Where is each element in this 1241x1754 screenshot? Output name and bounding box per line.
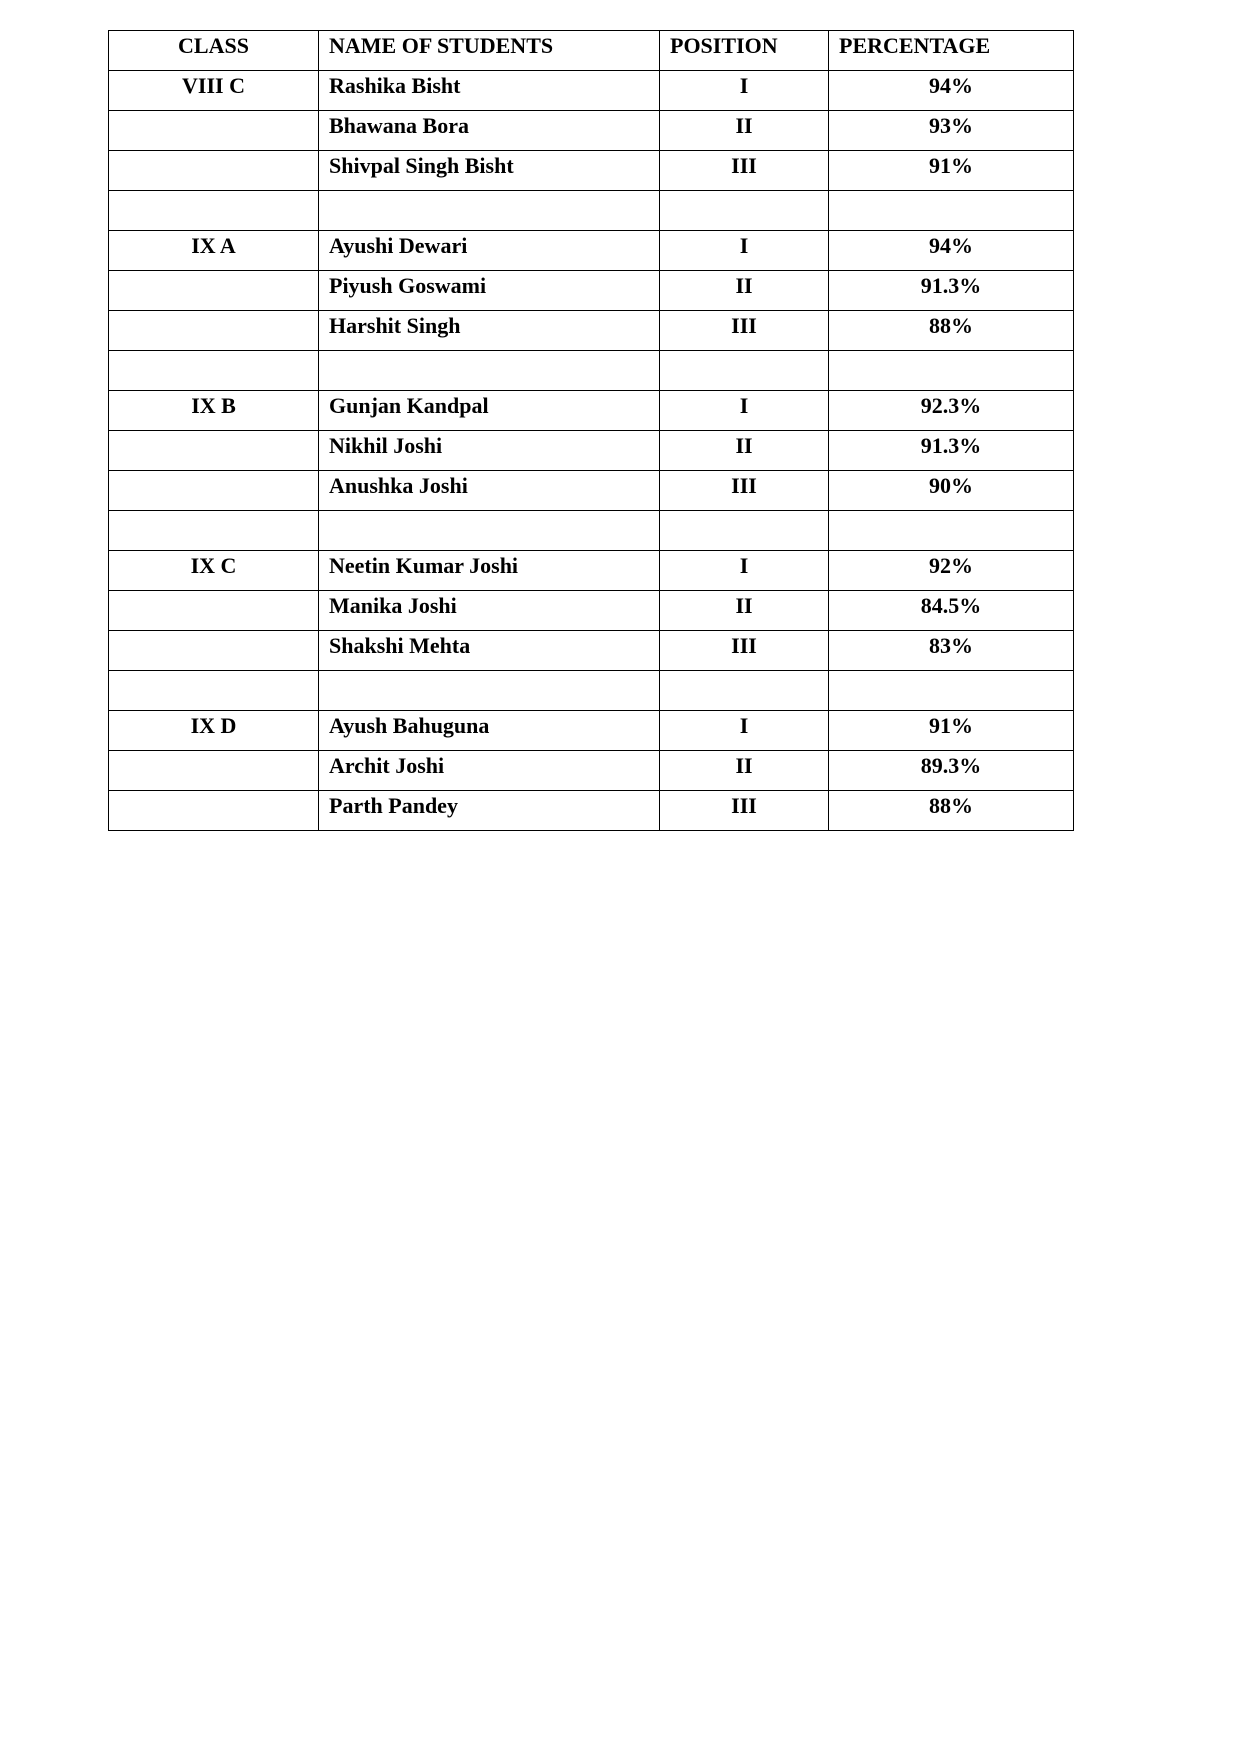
cell-class — [109, 791, 319, 831]
cell-percentage: 92.3% — [829, 391, 1074, 431]
cell-percentage: 94% — [829, 71, 1074, 111]
cell-class — [109, 431, 319, 471]
cell-position: I — [660, 71, 829, 111]
cell-student-name: Ayushi Dewari — [319, 231, 660, 271]
cell-class — [109, 351, 319, 391]
cell-percentage — [829, 671, 1074, 711]
cell-percentage — [829, 351, 1074, 391]
cell-class — [109, 271, 319, 311]
table-row — [109, 551, 1074, 591]
cell-class — [109, 111, 319, 151]
cell-position: II — [660, 431, 829, 471]
cell-student-name: Neetin Kumar Joshi — [319, 551, 660, 591]
cell-student-name: Harshit Singh — [319, 311, 660, 351]
cell-percentage: 90% — [829, 471, 1074, 511]
cell-class — [109, 471, 319, 511]
header-percentage: PERCENTAGE — [829, 31, 1074, 71]
cell-class — [109, 151, 319, 191]
cell-student-name: Ayush Bahuguna — [319, 711, 660, 751]
cell-position — [660, 351, 829, 391]
header-name: NAME OF STUDENTS — [319, 31, 660, 71]
cell-percentage: 84.5% — [829, 591, 1074, 631]
cell-position: II — [660, 271, 829, 311]
cell-position: III — [660, 311, 829, 351]
cell-percentage: 93% — [829, 111, 1074, 151]
table-row — [109, 671, 1074, 711]
cell-position: II — [660, 111, 829, 151]
cell-position: III — [660, 631, 829, 671]
cell-position: II — [660, 751, 829, 791]
cell-position: III — [660, 791, 829, 831]
table-row — [109, 351, 1074, 391]
cell-class: IX B — [109, 391, 319, 431]
cell-student-name: Rashika Bisht — [319, 71, 660, 111]
cell-position — [660, 671, 829, 711]
cell-percentage: 91.3% — [829, 271, 1074, 311]
cell-student-name: Shakshi Mehta — [319, 631, 660, 671]
cell-percentage — [829, 511, 1074, 551]
cell-position: III — [660, 471, 829, 511]
cell-student-name: Archit Joshi — [319, 751, 660, 791]
cell-class — [109, 511, 319, 551]
cell-percentage — [829, 191, 1074, 231]
cell-percentage: 88% — [829, 791, 1074, 831]
table-row — [109, 191, 1074, 231]
cell-class — [109, 591, 319, 631]
cell-position: I — [660, 231, 829, 271]
table-row — [109, 151, 1074, 191]
cell-position: II — [660, 591, 829, 631]
cell-percentage: 92% — [829, 551, 1074, 591]
cell-position: I — [660, 551, 829, 591]
cell-student-name: Anushka Joshi — [319, 471, 660, 511]
cell-percentage: 88% — [829, 311, 1074, 351]
table-row — [109, 711, 1074, 751]
cell-class: IX D — [109, 711, 319, 751]
cell-student-name — [319, 511, 660, 551]
header-position: POSITION — [660, 31, 829, 71]
table-row — [109, 751, 1074, 791]
cell-student-name: Parth Pandey — [319, 791, 660, 831]
cell-student-name: Piyush Goswami — [319, 271, 660, 311]
cell-student-name — [319, 351, 660, 391]
cell-class — [109, 311, 319, 351]
cell-class — [109, 671, 319, 711]
cell-percentage: 91% — [829, 151, 1074, 191]
cell-student-name — [319, 671, 660, 711]
cell-student-name: Nikhil Joshi — [319, 431, 660, 471]
table-row — [109, 271, 1074, 311]
cell-position — [660, 191, 829, 231]
table-row — [109, 391, 1074, 431]
table-row — [109, 71, 1074, 111]
table-row — [109, 631, 1074, 671]
cell-class — [109, 751, 319, 791]
table-row — [109, 231, 1074, 271]
table-row — [109, 431, 1074, 471]
cell-student-name: Gunjan Kandpal — [319, 391, 660, 431]
cell-student-name — [319, 191, 660, 231]
table-row — [109, 471, 1074, 511]
cell-percentage: 89.3% — [829, 751, 1074, 791]
table-row — [109, 511, 1074, 551]
table-row — [109, 591, 1074, 631]
cell-percentage: 91.3% — [829, 431, 1074, 471]
cell-percentage: 94% — [829, 231, 1074, 271]
results-table — [108, 30, 1074, 831]
table-row — [109, 111, 1074, 151]
header-row — [109, 31, 1074, 71]
header-class: CLASS — [109, 31, 319, 71]
cell-class: IX A — [109, 231, 319, 271]
cell-class — [109, 631, 319, 671]
table-row — [109, 791, 1074, 831]
cell-class: VIII C — [109, 71, 319, 111]
cell-student-name: Manika Joshi — [319, 591, 660, 631]
cell-position: I — [660, 711, 829, 751]
cell-percentage: 91% — [829, 711, 1074, 751]
cell-class — [109, 191, 319, 231]
cell-student-name: Bhawana Bora — [319, 111, 660, 151]
cell-percentage: 83% — [829, 631, 1074, 671]
cell-student-name: Shivpal Singh Bisht — [319, 151, 660, 191]
cell-class: IX C — [109, 551, 319, 591]
cell-position: III — [660, 151, 829, 191]
table-row — [109, 311, 1074, 351]
table-body — [109, 71, 1074, 831]
cell-position — [660, 511, 829, 551]
cell-position: I — [660, 391, 829, 431]
